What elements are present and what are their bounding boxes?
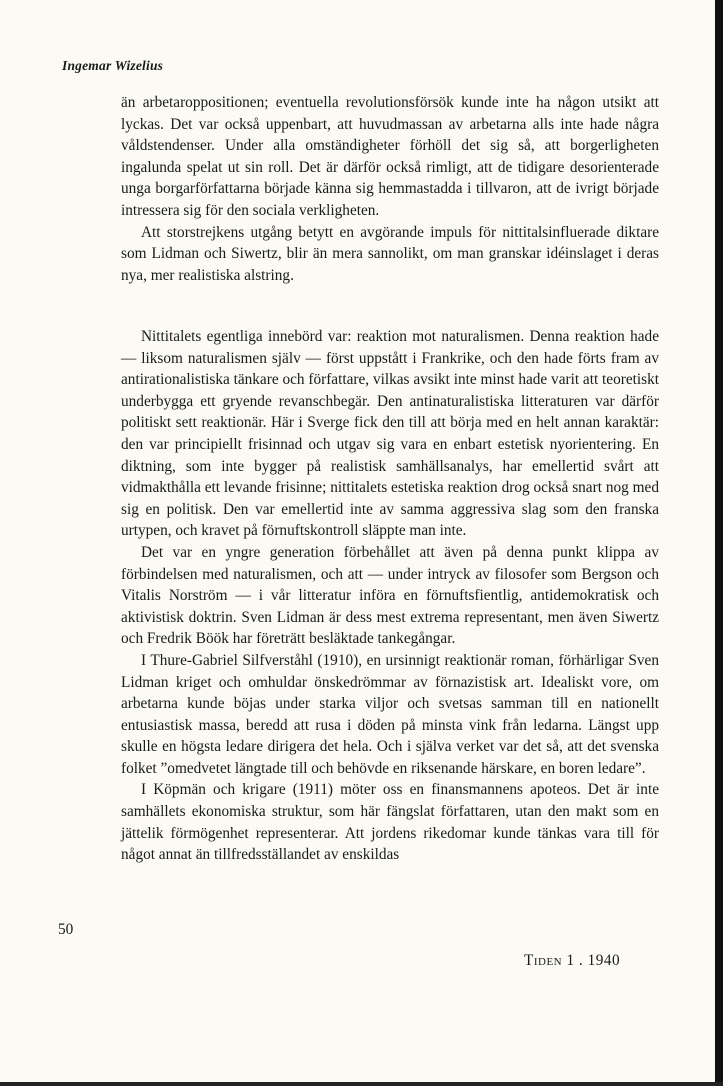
paragraph: Det var en yngre generation förbehållet att även på denna punkt klippa av förbindelsen med naturalismen, och att — under intryck av filosofer som Bergson och Vitalis Norström — i vår litteratur införa en förnuftsfientlig, antidemokratisk och aktivistisk doktrin. Sven Lidman är dess mest extrema representant, men även Siwertz och Fredrik Böök har företrätt besläktade tankegångar. <box>121 543 659 648</box>
running-head: Ingemar Wizelius <box>62 58 164 73</box>
scan-edge-right <box>715 0 723 1086</box>
paragraph: än arbetaroppositionen; eventuella revolutionsförsök kunde inte ha någon utsikt att lyckas. Det var också uppenbart, att huvudmassan av arbetarna alls inte hade några våldstendenser. Under alla omständigheter förhöll det sig så, att borgerligheten ingalunda spelat ut sin roll. Det är därför också rimligt, att de tidigare desorienterade unga borgarförfattarna började känna sig hemmastadda i tillvaron, att de ivrigt började intressera sig för den sociala verkligheten. <box>121 94 659 219</box>
page-number: 50 <box>58 921 74 938</box>
journal-name: Tiden <box>524 952 563 969</box>
paragraph: I Thure-Gabriel Silfverståhl (1910), en ursinnigt reaktionär roman, förhärligar Sven Lidman kriget och omhuldar önskedrömmar av förnazistisk art. Idealiskt vore, om arbetarna kunde böjas under starka viljor och svetsas samman till en nationellt entusiastisk massa, beredd att rusa i döden på minsta vink från ledarna. Längst upp skulle en högsta ledare dirigera det hela. Och i själva verket var det så, att det svenska folket ”omedvetet längtade till och behövde en riksenande härskare, en boren ledare”. <box>121 651 659 777</box>
paragraph: Att storstrejkens utgång betytt en avgörande impuls för nittitalsinfluerade diktare som Lidman och Siwertz, blir än mera sannolikt, om man granskar idéinslaget i deras nya, mer realistiska alstring. <box>121 223 659 284</box>
issue-number: 1 . 1940 <box>566 952 621 969</box>
footer <box>524 950 620 972</box>
section-1 <box>121 92 659 286</box>
paragraph: I Köpmän och krigare (1911) möter oss en finansmannens apoteos. Det är inte samhällets ekonomiska struktur, som här fängslat författaren, utan den makt som en jättelik förmögenhet representerar. Att jordens rikedomar kunde tänkas vara till för något annat än tillfredsställandet av enskildas <box>121 781 659 864</box>
scan-edge-bottom <box>0 1082 723 1086</box>
paragraph: Nittitalets egentliga innebörd var: reaktion mot naturalismen. Denna reaktion hade — liksom naturalismen själv — först uppstått i Frankrike, och den hade förts fram av antirationalistiska tänkare och författare, vilkas avsikt inte minst hade varit att teoretiskt underbygga ett gryende revanschbegär. Den antinaturalistiska litteraturen var därför politiskt sett reaktionär. Här i Sverge fick den till att börja med en helt annan karaktär: den var principiellt frisinnad och utgav sig vara en enbart estetisk nyorientering. En diktning, som inte bygger på realistisk samhällsanalys, har emellertid svårt att vidmakthålla ett levande frisinne; nittitalets estetiska reaktion drog också snart nog med sig en politisk. Den var emellertid inte av samma aggressiva slag som den franska urtypen, och kravet på förnuftskontroll släppte man inte. <box>121 328 659 540</box>
section-2 <box>121 326 659 866</box>
